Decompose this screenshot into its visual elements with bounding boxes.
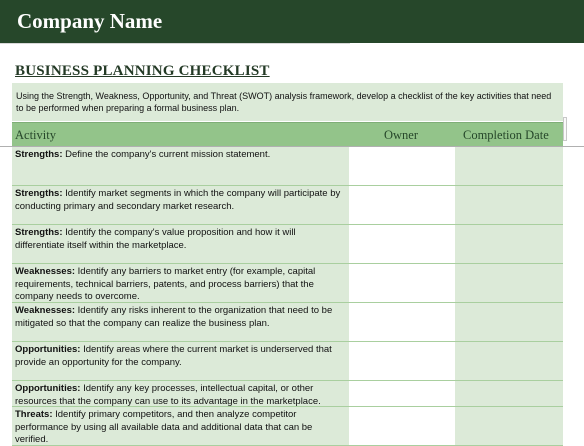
column-header-activity[interactable]: Activity [15, 128, 56, 142]
activity-text: Identify any barriers to market entry (for example, capital requirements, technical barriers, patents, and process barriers) that the company needs to overcome. [15, 266, 316, 302]
table-header [12, 122, 563, 146]
intro-text[interactable]: Using the Strength, Weakness, Opportunity, and Threat (SWOT) analysis framework, develop a checklist of the key activities that need to be performed when preparing a formal business plan. [12, 83, 563, 121]
activity-cell[interactable] [12, 225, 349, 263]
owner-cell[interactable] [349, 147, 455, 185]
owner-cell[interactable] [349, 186, 455, 224]
category-label: Strengths: [15, 149, 63, 160]
owner-cell[interactable] [349, 342, 455, 380]
category-label: Strengths: [15, 188, 63, 199]
completion-date-cell[interactable] [455, 407, 563, 445]
activity-text: Identify any key processes, intellectual capital, or other resources that the company can use to its advantage in the marketplace. [15, 383, 321, 406]
completion-date-cell[interactable] [455, 147, 563, 185]
owner-cell[interactable] [349, 303, 455, 341]
activity-text: Identify any risks inherent to the organization that need to be mitigated so that the company can realize the business plan. [15, 305, 333, 329]
activity-text: Identify the company's value proposition and how it will differentiate itself within the marketplace. [15, 227, 296, 251]
activity-cell[interactable] [12, 186, 349, 224]
table-row [12, 186, 563, 225]
checklist-title[interactable]: BUSINESS PLANNING CHECKLIST [15, 63, 270, 79]
completion-date-cell[interactable] [455, 303, 563, 341]
table-row [12, 407, 563, 446]
divider-line [0, 43, 350, 44]
table-row [12, 264, 563, 303]
completion-date-cell[interactable] [455, 186, 563, 224]
table-row [12, 342, 563, 381]
completion-date-cell[interactable] [455, 381, 563, 406]
category-label: Opportunities: [15, 383, 81, 394]
owner-cell[interactable] [349, 225, 455, 263]
activity-cell[interactable] [12, 342, 349, 380]
completion-date-cell[interactable] [455, 225, 563, 263]
owner-cell[interactable] [349, 381, 455, 406]
category-label: Strengths: [15, 227, 63, 238]
activity-cell[interactable] [12, 264, 349, 302]
cell-edge-marker [563, 117, 567, 141]
category-label: Threats: [15, 409, 53, 420]
column-header-completion-date[interactable]: Completion Date [463, 128, 549, 142]
activity-cell[interactable] [12, 407, 349, 445]
activity-text: Define the company's current mission statement. [65, 149, 271, 160]
activity-cell[interactable] [12, 147, 349, 185]
table-row [12, 225, 563, 264]
category-label: Opportunities: [15, 344, 81, 355]
category-label: Weaknesses: [15, 266, 76, 277]
table-row [12, 303, 563, 342]
activity-cell[interactable] [12, 381, 349, 406]
completion-date-cell[interactable] [455, 342, 563, 380]
company-banner [0, 0, 584, 43]
category-label: Weaknesses: [15, 305, 76, 316]
owner-cell[interactable] [349, 264, 455, 302]
activity-cell[interactable] [12, 303, 349, 341]
completion-date-cell[interactable] [455, 264, 563, 302]
table-row [12, 381, 563, 407]
table-row [12, 147, 563, 186]
column-header-owner[interactable]: Owner [384, 128, 419, 142]
company-name[interactable]: Company Name [17, 9, 163, 33]
activity-text: Identify primary competitors, and then analyze competitor performance by using all available data and additional data that can be verified. [15, 409, 313, 445]
owner-cell[interactable] [349, 407, 455, 445]
activity-text: Identify areas where the current market is underserved that provide an opportunity for the company. [15, 344, 332, 368]
activity-text: Identify market segments in which the company will participate by conducting primary and secondary market research. [15, 188, 341, 212]
